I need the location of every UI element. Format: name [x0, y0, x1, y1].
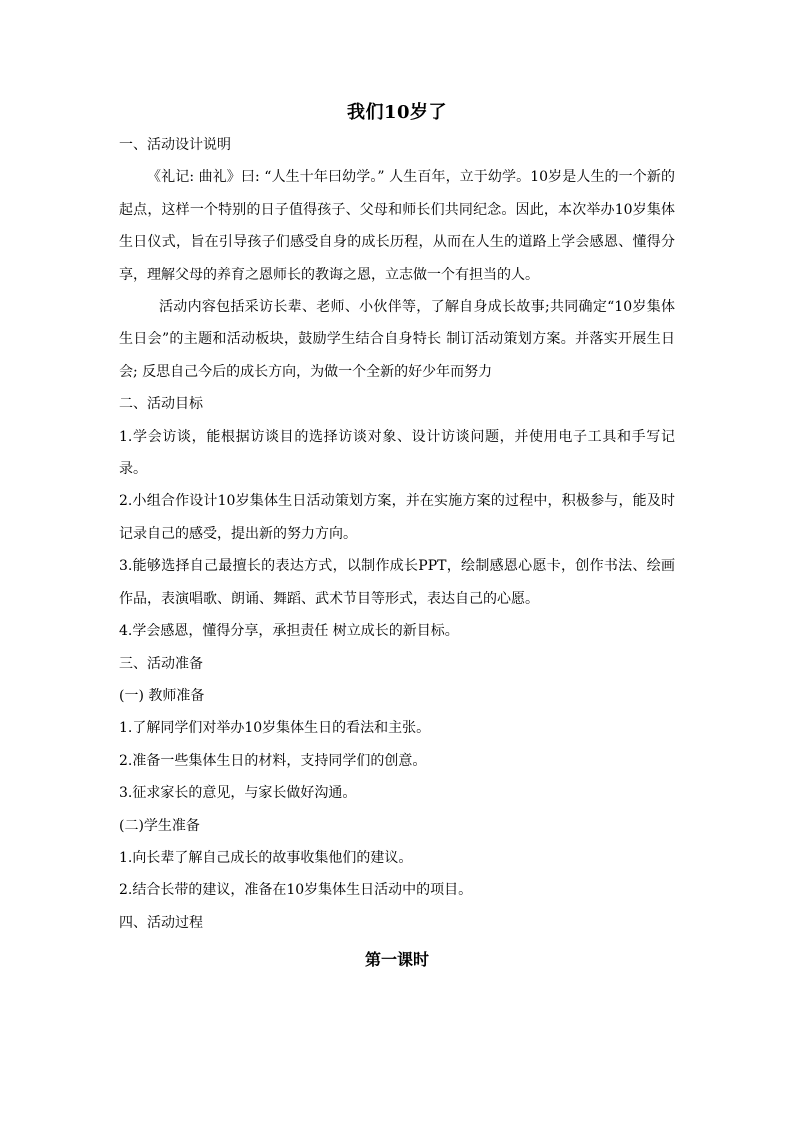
section-heading-goals: 二、活动目标 [119, 396, 203, 413]
goal-item-3: 3.能够选择自己最擅长的表达方式，以制作成长PPT，绘制感恩心愿卡，创作书法、绘画作品，表演唱歌、朗诵、舞蹈、武术节目等形式，表达自己的心愿。 [119, 558, 675, 607]
lesson-title: 第一课时 [364, 950, 429, 970]
section-heading-preparation: 三、活动准备 [119, 655, 203, 672]
document-title: 我们10岁了 [346, 102, 448, 123]
student-prep-heading: (二)学生准备 [119, 817, 200, 834]
section-heading-design: 一、活动设计说明 [119, 137, 231, 153]
goal-item-2: 2.小组合作设计10岁集体生日活动策划方案，并在实施方案的过程中，积极参与，能及时记录自己的感受，提出新的努力方向。 [119, 493, 675, 542]
teacher-prep-item-2: 2.准备一些集体生日的材料，支持同学们的创意。 [119, 752, 427, 769]
goal-item-4: 4.学会感恩，懂得分享，承担责任 树立成长的新目标。 [119, 623, 459, 640]
teacher-prep-item-3: 3.征求家长的意见，与家长做好沟通。 [119, 785, 357, 802]
document-content [119, 97, 675, 977]
design-paragraph-1: 《礼记: 曲礼》曰: “人生十年曰幼学。” 人生百年，立于幼学。10岁是人生的一个新的起点，这样一个特别的日子值得孩子、父母和师长们共同纪念。因此，本次举办10岁集体生日仪式，旨在引导孩子们感受自身的成长历程，从而在人生的道路上学会感恩、懂得分享，理解父母的养育之恩师长的教诲之恩，立志做一个有担当的人。 [119, 169, 675, 283]
student-prep-item-2: 2.结合长带的建议，准备在10岁集体生日活动中的项目。 [119, 882, 473, 899]
teacher-prep-item-1: 1.了解同学们对举办10岁集体生日的看法和主张。 [119, 720, 431, 737]
student-prep-item-1: 1.向长辈了解自己成长的故事收集他们的建议。 [119, 849, 413, 866]
teacher-prep-heading: (一) 教师准备 [119, 687, 205, 704]
section-heading-process: 四、活动过程 [119, 914, 203, 931]
design-paragraph-2: 活动内容包括采访长辈、老师、小伙伴等，了解自身成长故事;共同确定“10岁集体生日会”的主题和活动板块，鼓励学生结合自身特长 制订活动策划方案。并落实开展生日会; 反思自己今后的成长方向，为做一个全新的好少年而努力 [119, 299, 675, 380]
goal-item-1: 1.学会访谈，能根据访谈目的选择访谈对象、设计访谈问题，并使用电子工具和手写记录。 [119, 428, 675, 478]
